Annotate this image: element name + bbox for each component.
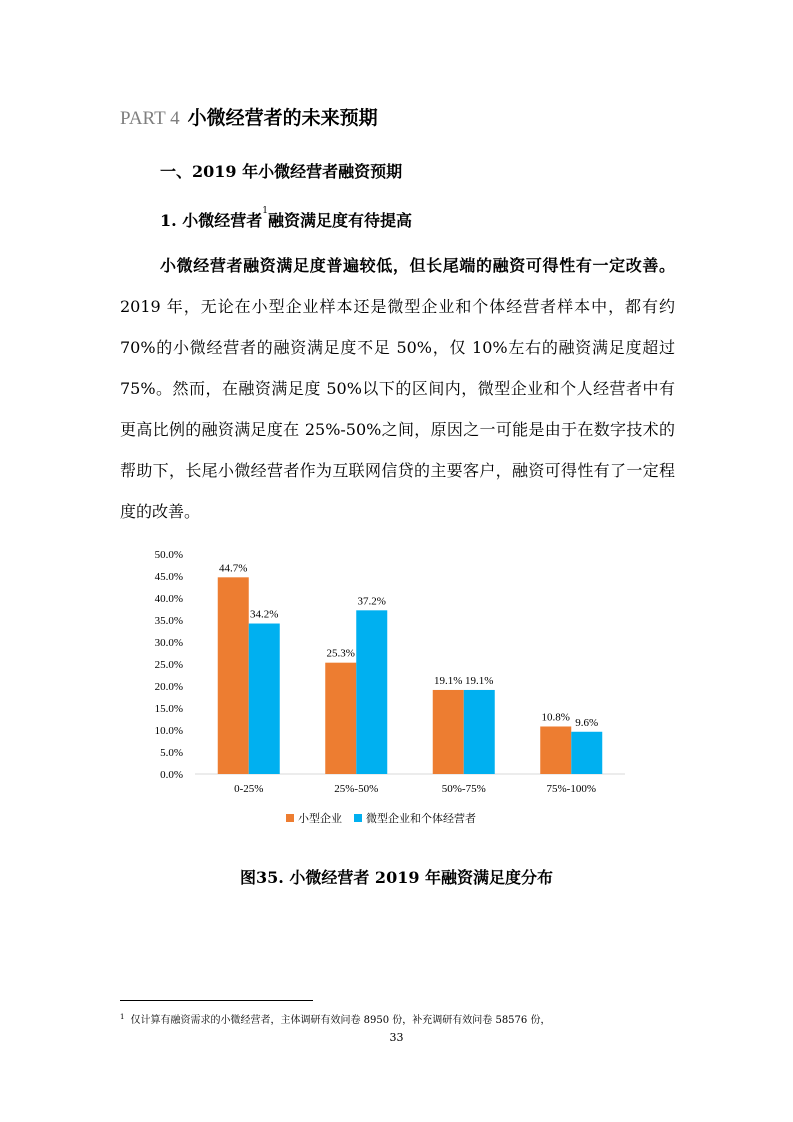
y-tick-label: 15.0% [154, 703, 183, 715]
bar-value-label: 19.1% [465, 674, 494, 687]
body-paragraph [120, 245, 675, 532]
bar [356, 610, 387, 774]
part-heading: 小微经营者的未来预期 [187, 107, 378, 129]
legend-swatch [286, 814, 294, 822]
x-tick-label: 75%-100% [546, 783, 596, 795]
y-tick-label: 45.0% [154, 571, 183, 583]
bar [464, 690, 495, 774]
bar-value-label: 34.2% [250, 608, 279, 621]
footnote-divider [120, 1000, 313, 1001]
bar [540, 726, 571, 774]
footnote-reference[interactable]: 1 [262, 206, 269, 216]
subsection-title [160, 208, 412, 231]
footnote [120, 1011, 550, 1026]
figure-caption: 图35. 小微经营者 2019 年融资满足度分布 [239, 868, 554, 887]
part-title [120, 103, 378, 130]
paragraph-lead: 小微经营者融资满足度普遍较低，但长尾端的融资可得性有一定改善。 [160, 256, 675, 275]
chart-legend [286, 810, 488, 826]
page-number: 33 [389, 1031, 404, 1044]
bar-value-label: 37.2% [357, 595, 386, 608]
bar [571, 732, 602, 774]
x-tick-label: 50%-75% [441, 783, 486, 795]
part-label: PART 4 [120, 108, 180, 129]
section-title: 一、2019 年小微经营者融资预期 [160, 162, 403, 181]
bar-value-label: 10.8% [541, 711, 570, 724]
footnote-mark: 1 [120, 1012, 125, 1021]
bar-value-label: 44.7% [219, 562, 248, 575]
y-tick-label: 40.0% [154, 593, 183, 605]
legend-label: 微型企业和个体经营者 [366, 812, 476, 825]
legend-item [354, 810, 476, 826]
y-tick-label: 30.0% [154, 637, 183, 649]
paragraph-body: 2019 年，无论在小型企业样本还是微型企业和个体经营者样本中，都有约 70%的小微经营者的融资满足度不足 50%，仅 10%左右的融资满足度超过 75%。然而，在融资满足度 50%以下的区间内，微型企业和个人经营者中有更高比例的融资满足度在 25%-50%之间，原因之一可能是由于在数字技术的帮助下，长尾小微经营者作为互联网信贷的主要客户，融资可得性有了一定程度的改善。 [120, 297, 675, 521]
y-tick-label: 0.0% [160, 769, 183, 781]
legend-swatch [354, 814, 362, 822]
x-tick-label: 25%-50% [334, 783, 379, 795]
bar-value-label: 9.6% [575, 716, 599, 729]
y-tick-label: 25.0% [154, 659, 183, 671]
bar [218, 577, 249, 774]
x-tick-label: 0-25% [234, 783, 264, 795]
bar-value-label: 19.1% [434, 674, 463, 687]
bar [249, 624, 280, 774]
legend-item [286, 810, 342, 826]
y-tick-label: 35.0% [154, 615, 183, 627]
y-tick-label: 50.0% [154, 549, 183, 561]
y-tick-label: 5.0% [160, 747, 183, 759]
bar [433, 690, 464, 774]
bar-chart [135, 540, 635, 805]
subsection-title-start: 1. 小微经营者 [160, 211, 263, 230]
y-tick-label: 20.0% [154, 681, 183, 693]
footnote-text: 仅计算有融资需求的小微经营者，主体调研有效问卷 8950 份，补充调研有效问卷 58576 份， [130, 1015, 551, 1026]
subsection-title-end: 融资满足度有待提高 [268, 211, 413, 230]
bar [325, 663, 356, 774]
legend-label: 小型企业 [298, 812, 342, 825]
y-tick-label: 10.0% [154, 725, 183, 737]
bar-value-label: 25.3% [326, 647, 355, 660]
